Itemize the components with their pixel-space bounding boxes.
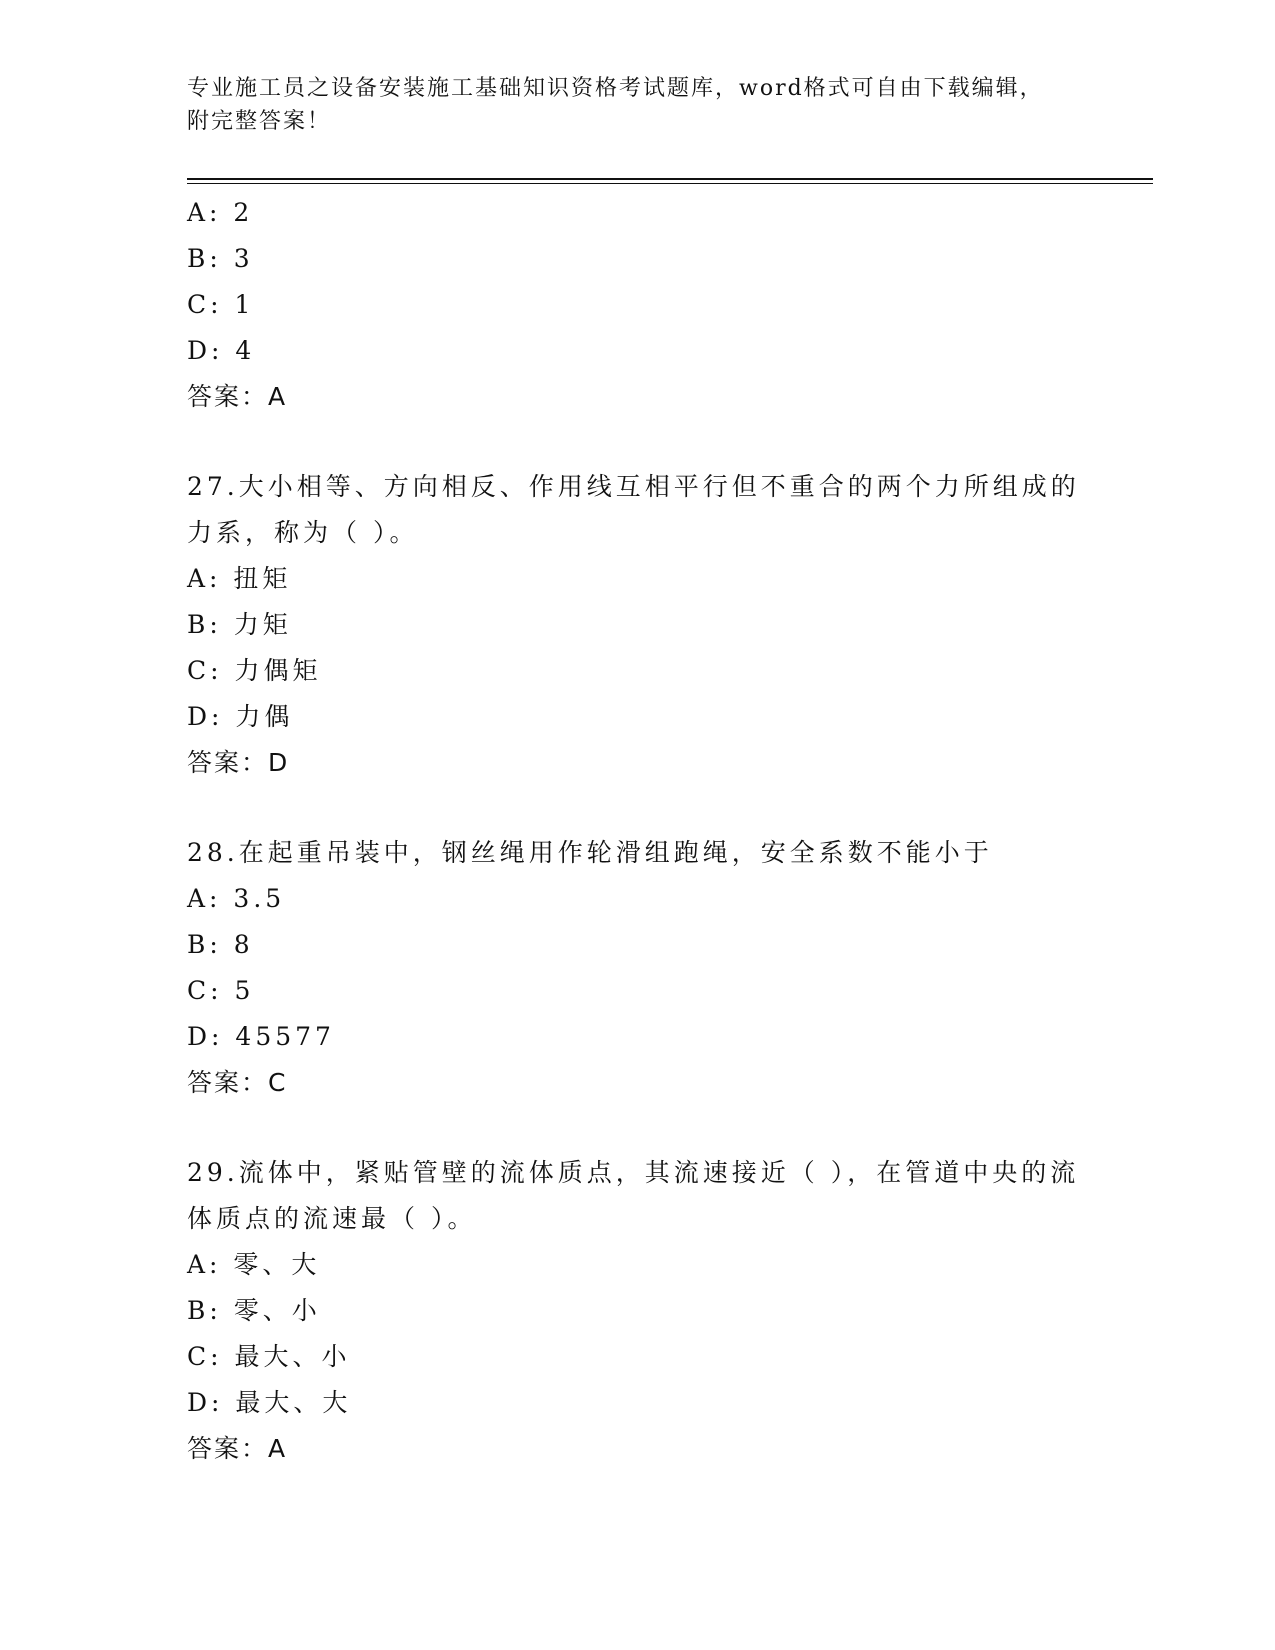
option-b: B: 零、小 [187,1296,321,1325]
option-b: B: 8 [187,930,254,959]
option-a: A: 零、大 [187,1250,321,1279]
option-c: C: 力偶矩 [187,656,322,685]
answer-line: 答案：D [187,748,290,777]
option-a: A: 2 [187,198,254,227]
header-rule-thin [187,183,1153,184]
answer-line: 答案：A [187,382,288,411]
option-a: A: 扭矩 [187,564,292,593]
question-stem: 27.大小相等、方向相反、作用线互相平行但不重合的两个力所组成的力系，称为（ ）。 [187,472,1080,547]
spacer [187,420,1107,464]
option-d: D: 4 [187,336,256,365]
header-rule-thick [187,178,1153,180]
answer-line: 答案：C [187,1068,288,1097]
option-c: C: 最大、小 [187,1342,351,1371]
option-b: B: 3 [187,244,254,273]
option-d: D: 45577 [187,1022,335,1051]
question-stem: 29.流体中，紧贴管壁的流体质点，其流速接近（ ），在管道中央的流体质点的流速最（ ）。 [187,1158,1080,1233]
question-block [187,1150,1107,1472]
spacer [187,786,1107,830]
question-block [187,830,1107,1106]
option-d: D: 力偶 [187,702,294,731]
question-stem: 28.在起重吊装中，钢丝绳用作轮滑组跑绳，安全系数不能小于 [187,838,993,867]
option-d: D: 最大、大 [187,1388,352,1417]
question-block [187,190,1107,420]
option-c: C: 1 [187,290,255,319]
question-list [187,190,1107,1472]
answer-line: 答案：A [187,1434,288,1463]
option-b: B: 力矩 [187,610,292,639]
question-block [187,464,1107,786]
spacer [187,1106,1107,1150]
option-a: A: 3.5 [187,884,286,913]
document-header: 专业施工员之设备安装施工基础知识资格考试题库，word格式可自由下载编辑，附完整答案！ [187,76,1044,134]
option-c: C: 5 [187,976,255,1005]
